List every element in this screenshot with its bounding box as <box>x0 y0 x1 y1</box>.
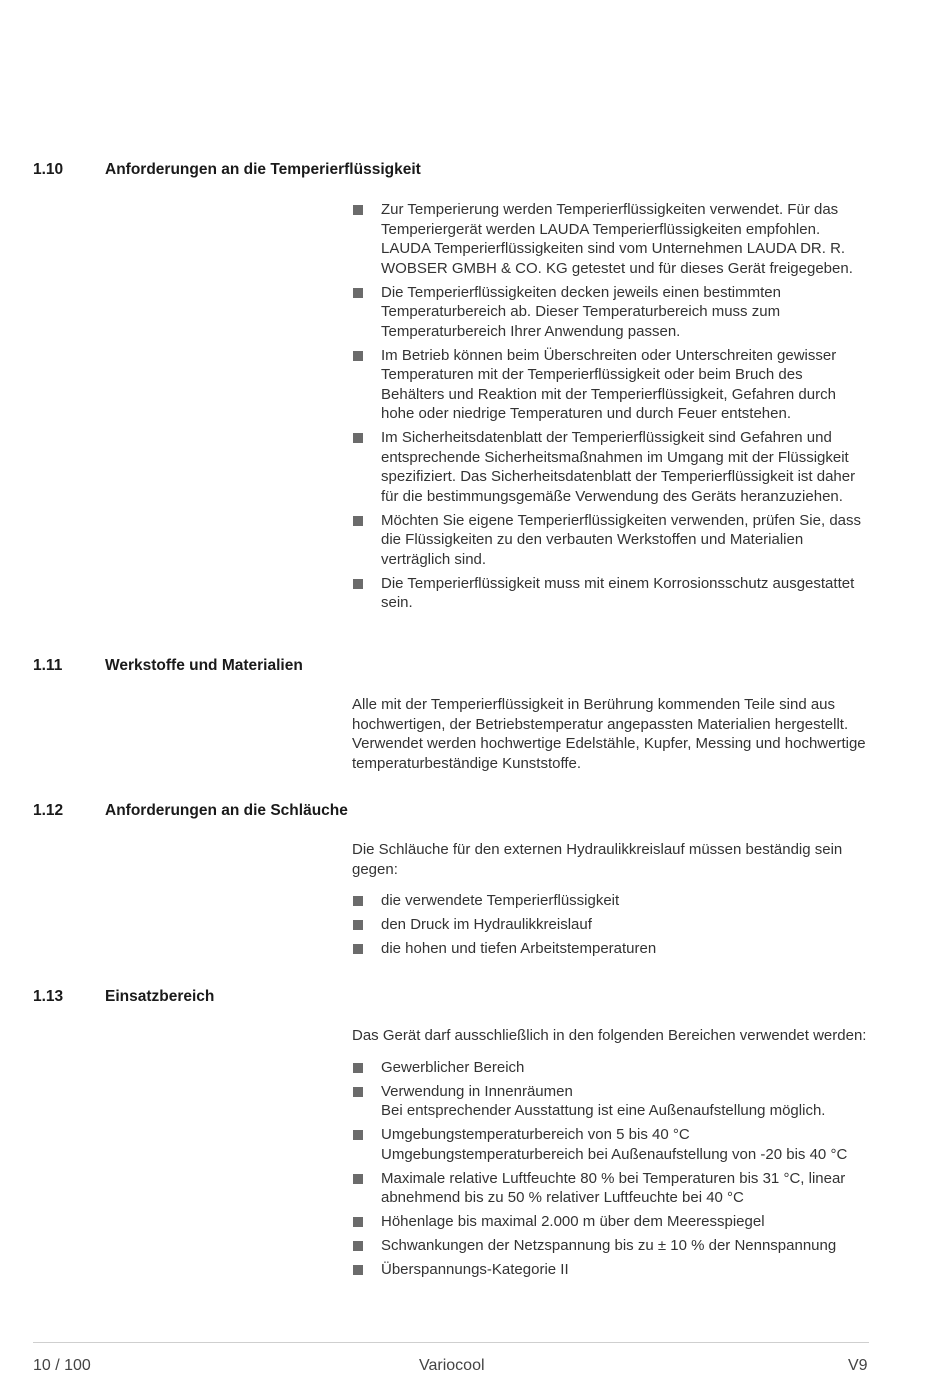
square-bullet-icon <box>353 288 363 298</box>
list-item <box>352 511 870 570</box>
list-item-note: Bei entsprechender Ausstattung ist eine Außenaufstellung möglich. <box>381 1102 826 1119</box>
section-heading <box>0 161 950 185</box>
list-item-text: Möchten Sie eigene Temperierflüssigkeiten verwenden, prüfen Sie, dass die Flüssigkeiten zu den verbauten Werkstoffen und Materialien verträglich sind. <box>381 511 861 568</box>
section-title: Werkstoffe und Materialien <box>105 657 303 674</box>
section-number: 1.13 <box>33 988 64 1005</box>
list-item <box>352 428 870 506</box>
list-item <box>352 1082 870 1121</box>
footer-product-name: Variocool <box>419 1357 485 1374</box>
list-item <box>352 346 870 424</box>
list-item-text: die verwendete Temperierflüssigkeit <box>381 892 620 909</box>
section-body <box>352 840 870 963</box>
list-item <box>352 891 870 911</box>
square-bullet-icon <box>353 351 363 361</box>
list-item-text: Umgebungstemperaturbereich von 5 bis 40 °C <box>381 1126 690 1143</box>
section-number: 1.10 <box>33 161 64 178</box>
list-item <box>352 939 870 959</box>
square-bullet-icon <box>353 896 363 906</box>
footer-divider <box>33 1342 869 1343</box>
list-item <box>352 1058 870 1078</box>
section-heading <box>0 657 950 681</box>
square-bullet-icon <box>353 579 363 589</box>
section-body <box>352 200 870 617</box>
square-bullet-icon <box>353 1087 363 1097</box>
bullet-list <box>352 891 870 959</box>
list-item-text: Die Temperierflüssigkeit muss mit einem Korrosionsschutz ausgestattet sein. <box>381 574 855 611</box>
list-item <box>352 1260 870 1280</box>
square-bullet-icon <box>353 1241 363 1251</box>
section-title: Anforderungen an die Schläuche <box>105 802 348 819</box>
square-bullet-icon <box>353 944 363 954</box>
list-item <box>352 574 870 613</box>
square-bullet-icon <box>353 920 363 930</box>
list-item-text: Schwankungen der Netzspannung bis zu ± 10 % der Nennspannung <box>381 1237 837 1254</box>
list-item <box>352 1212 870 1232</box>
list-item-text: Im Sicherheitsdatenblatt der Temperierflüssigkeit sind Gefahren und entsprechende Sicherheitsmaßnahmen im Umgang mit der Flüssigkeit spezifiziert. Das Sicherheitsdatenblatt der Temperierflüssigkeit ist daher für die bestimmungsgemäße Verwendung des Geräts heranzuziehen. <box>381 429 856 505</box>
list-item-text: die hohen und tiefen Arbeitstemperaturen <box>381 940 657 957</box>
list-item <box>352 915 870 935</box>
list-item <box>352 283 870 342</box>
section-paragraph: Die Schläuche für den externen Hydraulikkreislauf müssen beständig sein gegen: <box>352 841 843 878</box>
square-bullet-icon <box>353 1130 363 1140</box>
section-title: Anforderungen an die Temperierflüssigkeit <box>105 161 421 178</box>
square-bullet-icon <box>353 1217 363 1227</box>
bullet-list <box>352 1058 870 1280</box>
section-title: Einsatzbereich <box>105 988 215 1005</box>
square-bullet-icon <box>353 205 363 215</box>
list-item-text: Im Betrieb können beim Überschreiten oder Unterschreiten gewisser Temperaturen mit der Temperierflüssigkeit oder beim Bruch des Behälters und Reaktion mit der Temperierflüssigkeit, Gefahren durch hohe oder niedrige Temperaturen und durch Feuer entstehen. <box>381 346 837 422</box>
section-heading <box>0 802 950 826</box>
section-number: 1.11 <box>33 657 63 674</box>
list-item-text: Überspannungs-Kategorie II <box>381 1261 569 1278</box>
list-item-text: Zur Temperierung werden Temperierflüssigkeiten verwendet. Für das Temperiergerät werden LAUDA Temperierflüssigkeiten empfohlen. LAUDA Temperierflüssigkeiten sind vom Unternehmen LAUDA DR. R. WOBSER GMBH & CO. KG getestet und für dieses Gerät freigegeben. <box>381 201 853 277</box>
section-number: 1.12 <box>33 802 64 819</box>
list-item-note: Umgebungstemperaturbereich bei Außenaufstellung von -20 bis 40 °C <box>381 1145 848 1163</box>
list-item <box>352 200 870 278</box>
list-item-text: Höhenlage bis maximal 2.000 m über dem Meeresspiegel <box>381 1213 765 1230</box>
list-item-text: Verwendung in Innenräumen <box>381 1082 573 1100</box>
list-item <box>352 1236 870 1256</box>
section-paragraph: Alle mit der Temperierflüssigkeit in Berührung kommenden Teile sind aus hochwertigen, der Betriebstemperatur angepassten Materialien hergestellt. Verwendet werden hochwertige Edelstähle, Kupfer, Messing und hochwertige temperaturbeständige Kunststoffe. <box>352 696 866 772</box>
section-heading <box>0 988 950 1012</box>
list-item-text: den Druck im Hydraulikkreislauf <box>381 916 592 933</box>
section-body <box>352 1026 870 1284</box>
square-bullet-icon <box>353 1174 363 1184</box>
section-paragraph: Das Gerät darf ausschließlich in den folgenden Bereichen verwendet werden: <box>352 1027 867 1044</box>
list-item-text: Maximale relative Luftfeuchte 80 % bei Temperaturen bis 31 °C, linear abnehmend bis zu 50 % relativer Luftfeuchte bei 40 °C <box>381 1169 846 1206</box>
list-item <box>352 1125 870 1164</box>
footer-page-number: 10 / 100 <box>33 1357 91 1374</box>
list-item-text: Gewerblicher Bereich <box>381 1058 525 1076</box>
square-bullet-icon <box>353 1265 363 1275</box>
section-body <box>352 695 870 785</box>
list-item-text: Die Temperierflüssigkeiten decken jeweils einen bestimmten Temperaturbereich ab. Dieser Temperaturbereich muss zum Temperaturbereich Ihrer Anwendung passen. <box>381 283 781 340</box>
square-bullet-icon <box>353 1063 363 1073</box>
footer-version: V9 <box>848 1357 868 1374</box>
bullet-list <box>352 200 870 613</box>
square-bullet-icon <box>353 433 363 443</box>
square-bullet-icon <box>353 516 363 526</box>
list-item <box>352 1169 870 1208</box>
